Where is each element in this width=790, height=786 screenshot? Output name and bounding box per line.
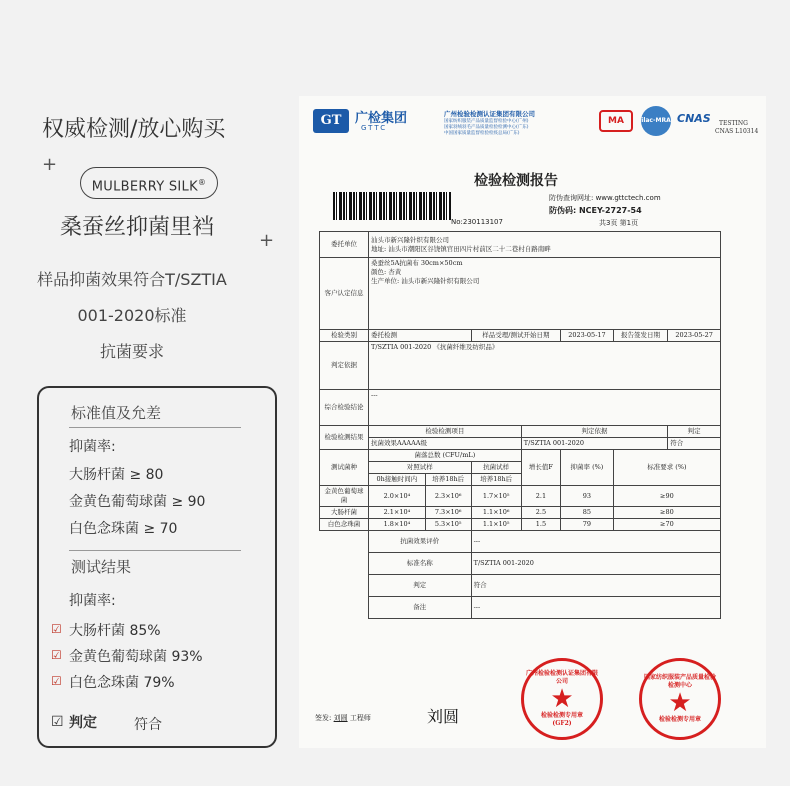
stamp-text: 检验检测专用章: [540, 712, 583, 719]
receive-date: 2023-05-17: [561, 330, 614, 342]
sample-maker: 生产单位: 汕头市新兴隆针织有限公司: [371, 277, 480, 285]
cell: 1.5: [521, 519, 560, 531]
cell: 93: [561, 486, 614, 507]
cell: ≥80: [613, 507, 720, 519]
seal-stamp-icon: [639, 658, 721, 740]
items-judge: 符合: [668, 438, 721, 450]
standard-staph: 金黄色葡萄球菌 ≥ 90: [69, 494, 206, 510]
desc-line: 样品抑菌效果符合T/SZTIA: [37, 270, 227, 289]
sample-label: 客户认定信息: [320, 258, 369, 330]
client-name: 汕头市新兴隆针织有限公司: [371, 235, 449, 244]
subheadline: 桑蚕丝抑菌里裆: [60, 215, 215, 240]
table-row: [320, 519, 721, 531]
cell: 1.1×10⁵: [471, 519, 521, 531]
requirement-header: 标准要求 (%): [613, 450, 720, 486]
brand-pill-label: MULBERRY SILK: [91, 179, 198, 195]
check-icon: ☑: [51, 622, 62, 636]
cnas-icon: CNAS: [677, 112, 711, 125]
cell: 79: [561, 519, 614, 531]
standard-title: 标准值及允差: [71, 404, 162, 422]
result-title: 测试结果: [71, 558, 132, 576]
brand-pill: [80, 167, 218, 199]
description: [12, 262, 252, 370]
test-header: 抗菌试样: [471, 462, 521, 474]
cell: 5.3×10⁵: [425, 519, 471, 531]
plus-decor: +: [259, 230, 275, 251]
check-icon: ☑: [51, 714, 64, 730]
sample-color: 颜色: 杏黄: [371, 268, 402, 276]
result-card: [37, 386, 277, 748]
signer-label: 签发:: [315, 714, 332, 722]
registered-mark: ®: [197, 178, 207, 187]
gttc-logo-icon: GT: [313, 109, 349, 133]
org-subtitle: [444, 119, 529, 137]
basis-label: 判定依据: [320, 342, 369, 390]
eval-label: 抗菌效果评价: [369, 531, 472, 553]
cell: 白色念珠菌: [320, 519, 369, 531]
control-18h-header: 培养18h后: [425, 474, 471, 486]
type-value: 委托检测: [369, 330, 472, 342]
result-staph: 金黄色葡萄球菌 93%: [69, 649, 203, 665]
table-row: [320, 507, 721, 519]
cell: 85: [561, 507, 614, 519]
org-sub-line: 中国国家质量监督检验检疫总局(广东): [444, 131, 520, 136]
cell: ≥70: [613, 519, 720, 531]
basis-value: T/SZTIA 001-2020 《抗菌纤维及纺织品》: [369, 342, 721, 390]
cell: 1.7×10⁵: [471, 486, 521, 507]
ilac-mra-icon: ilac-MRA: [641, 106, 671, 136]
items-col-item: 检验检测项目: [369, 426, 522, 438]
judge-row-label: 判定: [369, 575, 472, 597]
issue-label: 报告签发日期: [613, 330, 668, 342]
stamp-ring-text: 国家纺织服装产品质量检验检测中心: [643, 674, 716, 689]
issue-date: 2023-05-27: [668, 330, 721, 342]
report-number: No:230113107: [451, 218, 503, 226]
org-name: 广州检验检测认证集团有限公司: [444, 110, 535, 118]
cell: 7.3×10⁶: [425, 507, 471, 519]
items-label: 检验检测结果: [320, 426, 369, 450]
note-value: ---: [471, 597, 720, 619]
test-report: [299, 96, 766, 748]
org-sub-line: 国家羽绒羽毛产品质量检验检测中心(广东): [444, 125, 529, 130]
company-name-en: GTTC: [361, 124, 388, 132]
anti-fake-code: 防伪码: NCEY-2727-54: [549, 206, 642, 215]
sample-info: [369, 258, 721, 330]
cell: 1.1×10⁶: [471, 507, 521, 519]
type-label: 检验类别: [320, 330, 369, 342]
query-site: 防伪查询网址: www.gttctech.com: [549, 194, 661, 202]
signer-line: [315, 713, 371, 723]
cell: 2.5: [521, 507, 560, 519]
table-row: [320, 486, 721, 507]
cell: 金黄色葡萄球菌: [320, 486, 369, 507]
desc-line: 抗菌要求: [99, 342, 164, 361]
divider: [69, 550, 241, 551]
cell: 2.1: [521, 486, 560, 507]
cnas-number: CNAS L10314: [715, 128, 759, 135]
standard-value: T/SZTIA 001-2020: [471, 553, 720, 575]
stamp-text: 检验检测专用章: [658, 716, 701, 723]
plus-decor: +: [42, 154, 58, 175]
headline: 权威检测/放心购买: [42, 117, 226, 142]
signer-name: 刘圆: [333, 714, 348, 722]
cma-cert-icon: MA: [599, 110, 633, 132]
cell: 2.1×10⁴: [369, 507, 426, 519]
barcode-icon: [333, 192, 451, 220]
standard-candida: 白色念珠菌 ≥ 70: [69, 521, 178, 537]
standard-label: 标准名称: [369, 553, 472, 575]
star-icon: ★: [668, 688, 692, 718]
growth-header: 增长值F: [521, 450, 560, 486]
seal-stamp-icon: [521, 658, 603, 740]
star-icon: ★: [550, 684, 574, 714]
control-header: 对照试样: [369, 462, 472, 474]
standard-ecoli: 大肠杆菌 ≥ 80: [69, 467, 164, 483]
page-count: 共3页 第1页: [599, 219, 639, 227]
conclusion-value: ---: [369, 390, 721, 426]
result-candida: 白色念珠菌 79%: [69, 675, 175, 691]
test-18h-header: 培养18h后: [471, 474, 521, 486]
divider: [69, 427, 241, 428]
cell: ≥90: [613, 486, 720, 507]
stamp-code: (GF2): [552, 720, 572, 727]
report-title: 检验检测报告: [474, 173, 558, 189]
org-sub-line: 国家纺织服装产品质量监督检验中心(广州): [444, 119, 529, 124]
client-address: 地址: 汕头市潮阳区谷饶镇官田四片村前区二十二巷村自路南畔: [371, 244, 551, 253]
check-icon: ☑: [51, 674, 62, 688]
company-name-cn: 广检集团: [355, 111, 408, 126]
items-col-basis: 判定依据: [521, 426, 668, 438]
cell: 大肠杆菌: [320, 507, 369, 519]
judge-value: 符合: [134, 717, 162, 733]
signer-title: 工程师: [349, 714, 371, 722]
items-col-judge: 判定: [668, 426, 721, 438]
result-label: 抑菌率:: [69, 593, 116, 609]
result-ecoli: 大肠杆菌 85%: [69, 623, 161, 639]
testing-label: TESTING: [719, 120, 748, 127]
rate-header: 抑菌率 (%): [561, 450, 614, 486]
control-0h-header: 0h接触时间内: [369, 474, 426, 486]
count-header: 菌落总数 (CFU/mL): [369, 450, 522, 462]
judge-label: 判定: [69, 715, 97, 731]
cell: 2.0×10⁴: [369, 486, 426, 507]
report-table: [319, 231, 721, 619]
standard-label: 抑菌率:: [69, 439, 116, 455]
items-basis: T/SZTIA 001-2020: [521, 438, 668, 450]
stamp-ring-text: 广州检验检测认证集团有限公司: [525, 670, 598, 685]
cell: 2.3×10⁶: [425, 486, 471, 507]
client-label: 委托单位: [320, 232, 369, 258]
conclusion-label: 综合检验结论: [320, 390, 369, 426]
items-item: 抗菌效果AAAAA级: [369, 438, 522, 450]
cell: 1.8×10⁴: [369, 519, 426, 531]
client-info: [369, 232, 721, 258]
judge-row-value: 符合: [471, 575, 720, 597]
desc-line: 001-2020标准: [77, 306, 187, 325]
species-header: 测试菌种: [320, 450, 369, 486]
note-label: 备注: [369, 597, 472, 619]
check-icon: ☑: [51, 648, 62, 662]
handwritten-signature: 刘圆: [427, 707, 460, 726]
eval-value: ---: [471, 531, 720, 553]
sample-name: 桑蚕丝5A抗菌布 30cm×50cm: [371, 259, 463, 267]
receive-label: 样品受理/测试开始日期: [471, 330, 561, 342]
